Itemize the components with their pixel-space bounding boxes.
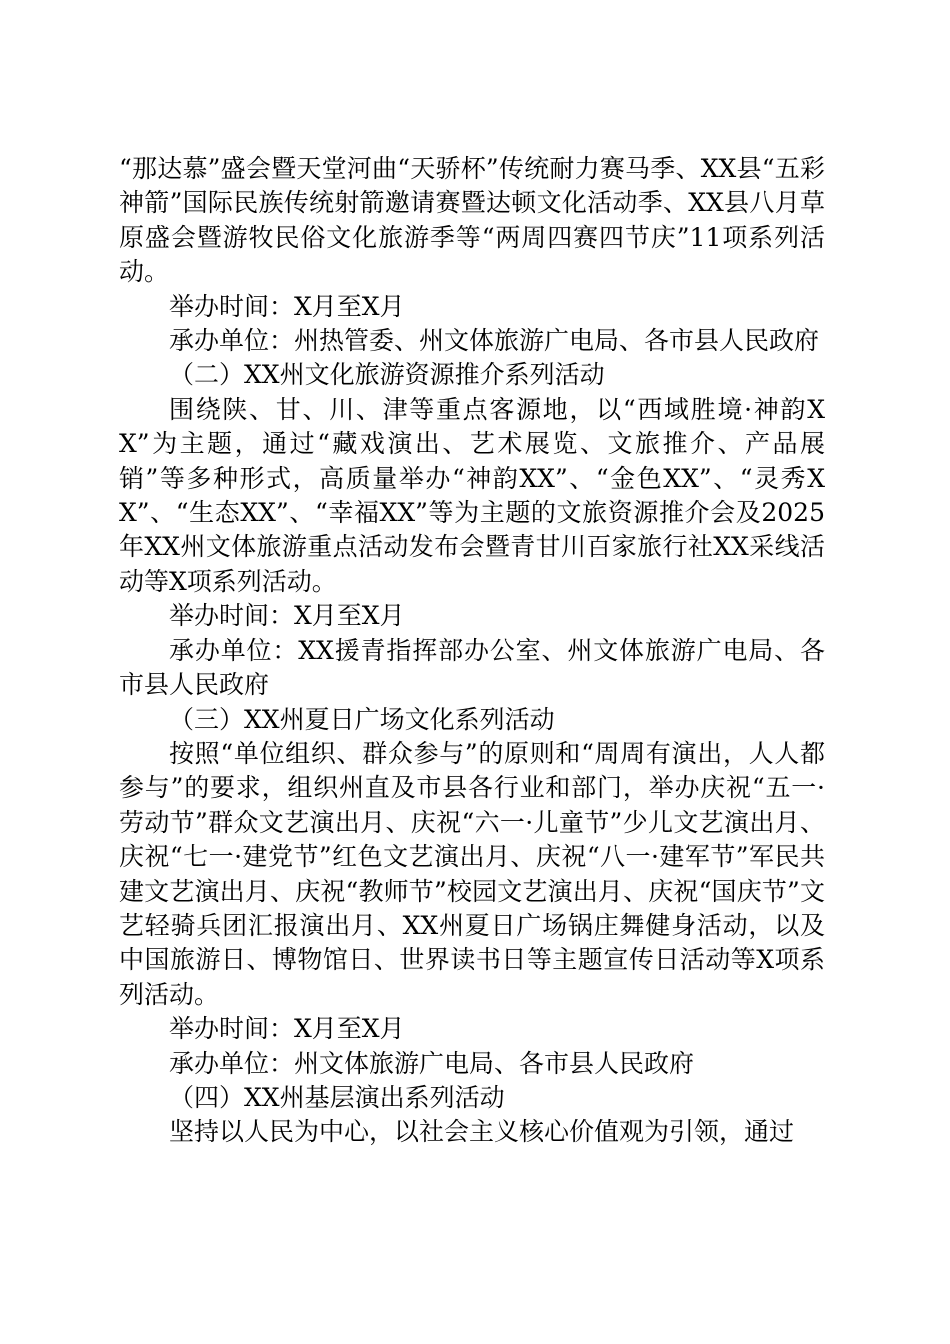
paragraph-continuation: “那达慕”盛会暨天堂河曲“天骄杯”传统耐力赛马季、XX县“五彩神箭”国际民族传统射箭邀请赛暨达顿文化活动季、XX县八月草原盛会暨游牧民俗文化旅游季等“两周四赛四节庆”11项系列活动。 <box>119 154 825 287</box>
hosting-time-1: 举办时间：X月至X月 <box>169 291 405 321</box>
paragraph-section-4: 坚持以人民为中心，以社会主义核心价值观为引领，通过 <box>169 1117 795 1147</box>
document-body <box>119 152 825 1150</box>
organizer-3: 承办单位：州文体旅游广电局、各市县人民政府 <box>169 1048 695 1078</box>
organizer-2: 承办单位：XX援青指挥部办公室、州文体旅游广电局、各市县人民政府 <box>119 635 825 700</box>
section-heading-4: （四）XX州基层演出系列活动 <box>169 1082 505 1112</box>
section-heading-3: （三）XX州夏日广场文化系列活动 <box>169 704 555 734</box>
hosting-time-3: 举办时间：X月至X月 <box>169 1014 405 1044</box>
organizer-1: 承办单位：州热管委、州文体旅游广电局、各市县人民政府 <box>169 326 820 356</box>
paragraph-section-3: 按照“单位组织、群众参与”的原则和“周周有演出，人人都参与”的要求，组织州直及市县各行业和部门，举办庆祝“五一·劳动节”群众文艺演出月、庆祝“六一·儿童节”少儿文艺演出月、庆祝“七一·建党节”红色文艺演出月、庆祝“八一·建军节”军民共建文艺演出月、庆祝“教师节”校园文艺演出月、庆祝“国庆节”文艺轻骑兵团汇报演出月、XX州夏日广场锅庄舞健身活动，以及中国旅游日、博物馆日、世界读书日等主题宣传日活动等X项系列活动。 <box>119 738 825 1009</box>
hosting-time-2: 举办时间：X月至X月 <box>169 601 405 631</box>
section-heading-2: （二）XX州文化旅游资源推介系列活动 <box>169 360 605 390</box>
paragraph-section-2: 围绕陕、甘、川、津等重点客源地，以“西域胜境·神韵XX”为主题，通过“藏戏演出、艺术展览、文旅推介、产品展销”等多种形式，高质量举办“神韵XX”、“金色XX”、“灵秀XX”、“生态XX”、“幸福XX”等为主题的文旅资源推介会及2025年XX州文体旅游重点活动发布会暨青甘川百家旅行社XX采线活动等X项系列活动。 <box>119 394 825 596</box>
